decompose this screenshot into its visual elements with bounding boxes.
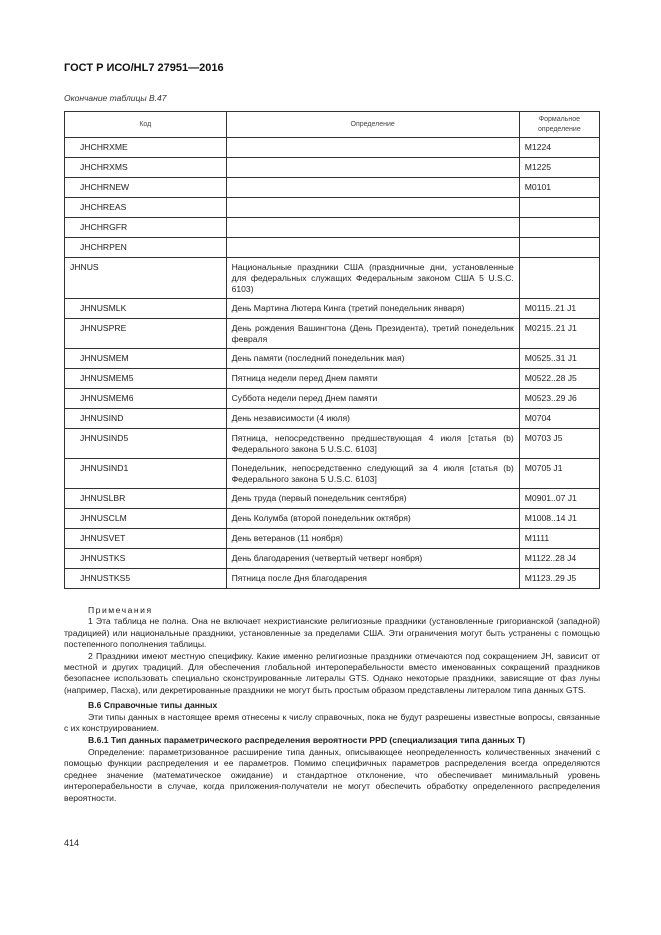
table-row [65,509,600,529]
code-cell: JHNUSIND5 [65,429,227,459]
definition-cell: Пятница, непосредственно предшествующая 4 июля [статья (b) Федерального закона 5 U.S.C. 6103] [226,429,519,459]
section-b61-text: Определение: параметризованное расширение типа данных, описывающее неопределенность количественных значений с помощью функции распределения и ее параметров. Помимо специфичных параметров распределения всегда определяются среднее значение (математическое ожидание) и стандартное отклонение, что обеспечивает минимальный уровень интероперабельности в случае, когда приложения-получатели не могут обеспечить обработку определенного распределения вероятности. [64,746,600,803]
code-cell: JHNUSMLK [65,299,227,319]
definition-cell [226,178,519,198]
code-cell: JHNUSIND [65,409,227,429]
formal-cell: M0115..21 J1 [519,299,599,319]
definition-cell [226,198,519,218]
column-header-code: Код [65,112,227,138]
code-cell: JHNUSCLM [65,509,227,529]
table-row [65,529,600,549]
column-header-formal: Формальное определение [519,112,599,138]
table-row [65,489,600,509]
formal-cell: M0101 [519,178,599,198]
definition-cell: Понедельник, непосредственно следующий за 4 июля [статья (b) Федерального закона 5 U.S.C. 6103] [226,459,519,489]
table-row [65,369,600,389]
code-cell: JHNUSMEM5 [65,369,227,389]
table-row [65,238,600,258]
code-cell: JHNUSTKS [65,549,227,569]
definition-cell: День труда (первый понедельник сентября) [226,489,519,509]
formal-cell: M0705 J1 [519,459,599,489]
formal-cell: M0522..28 J5 [519,369,599,389]
formal-cell: M1123..29 J5 [519,569,599,589]
formal-cell: M1225 [519,158,599,178]
note-2: 2 Праздники имеют местную специфику. Какие именно религиозные праздники отмечаются под сокращением JH, зависит от местной и других традиций. Для обеспечения глобальной интероперабельности вместо именованных сокращений праздников безопаснее использовать специально сконструированные литералы GTS. Однако некоторые праздники, зависящие от фаз луны (например, Пасха), или декретированные праздники не могут быть простым образом представлены литералом типа данных GTS. [64,650,600,695]
body-text [64,605,600,804]
table-row [65,258,600,299]
formal-cell: M1008..14 J1 [519,509,599,529]
table-row [65,319,600,349]
formal-cell: M1111 [519,529,599,549]
table-row [65,299,600,319]
document-header: ГОСТ Р ИСО/HL7 27951—2016 [64,62,224,74]
code-cell: JHCHRXME [65,138,227,158]
table-row [65,218,600,238]
definition-cell: День ветеранов (11 ноября) [226,529,519,549]
note-1: 1 Эта таблица не полна. Она не включает нехристианские религиозные праздники (установленные григорианской (западной) традицией) или национальные праздники, установленные за пределами США. Эти ограничения могут быть устранены с помощью постепенного пополнения таблицы. [64,616,600,650]
definition-cell: Суббота недели перед Днем памяти [226,389,519,409]
formal-cell: M0215..21 J1 [519,319,599,349]
notes-title: Примечания [88,605,153,615]
formal-cell [519,238,599,258]
table-row [65,429,600,459]
definition-cell: Пятница после Дня благодарения [226,569,519,589]
formal-cell [519,218,599,238]
code-cell: JHCHRNEW [65,178,227,198]
definition-cell: День памяти (последний понедельник мая) [226,349,519,369]
definition-cell [226,138,519,158]
formal-cell: M0901..07 J1 [519,489,599,509]
formal-cell: M1224 [519,138,599,158]
holidays-table [64,111,600,589]
code-cell: JHNUSVET [65,529,227,549]
table-row [65,198,600,218]
code-cell: JHNUSIND1 [65,459,227,489]
table-row [65,178,600,198]
formal-cell [519,258,599,299]
code-cell: JHNUSMEM6 [65,389,227,409]
formal-cell: M0525..31 J1 [519,349,599,369]
table-row [65,138,600,158]
formal-cell: M0704 [519,409,599,429]
table-row [65,349,600,369]
page-number: 414 [64,838,80,848]
code-cell: JHNUSMEM [65,349,227,369]
table-row [65,158,600,178]
definition-cell: День рождения Вашингтона (День Президента), третий понедельник февраля [226,319,519,349]
section-b6-text: Эти типы данных в настоящее время отнесены к числу справочных, пока не будут разрешены известные вопросы, связанные с их конструированием. [64,711,600,734]
table-row [65,409,600,429]
definition-cell: Национальные праздники США (праздничные дни, установленные для федеральных служащих Федеральным законом США 5 U.S.C. 6103) [226,258,519,299]
formal-cell [519,198,599,218]
table-row [65,389,600,409]
definition-cell: День независимости (4 июля) [226,409,519,429]
formal-cell: M1122..28 J4 [519,549,599,569]
code-cell: JHCHRPEN [65,238,227,258]
table-row [65,569,600,589]
formal-cell: M0703 J5 [519,429,599,459]
code-cell: JHCHREAS [65,198,227,218]
table-row [65,549,600,569]
code-cell: JHNUSLBR [65,489,227,509]
code-cell: JHNUS [65,258,227,299]
definition-cell [226,238,519,258]
table-row [65,459,600,489]
section-heading-b6: В.6 Справочные типы данных [88,700,218,711]
code-cell: JHNUSPRE [65,319,227,349]
code-cell: JHCHRXMS [65,158,227,178]
definition-cell [226,218,519,238]
definition-cell: День Мартина Лютера Кинга (третий понедельник января) [226,299,519,319]
definition-cell [226,158,519,178]
code-cell: JHCHRGFR [65,218,227,238]
column-header-definition: Определение [226,112,519,138]
table-caption: Окончание таблицы В.47 [64,93,167,103]
definition-cell: День благодарения (четвертый четверг ноября) [226,549,519,569]
code-cell: JHNUSTKS5 [65,569,227,589]
formal-cell: M0523..29 J6 [519,389,599,409]
definition-cell: День Колумба (второй понедельник октября) [226,509,519,529]
section-heading-b61: В.6.1 Тип данных параметрического распределения вероятности PPD (специализация типа данных T) [88,735,526,746]
definition-cell: Пятница недели перед Днем памяти [226,369,519,389]
